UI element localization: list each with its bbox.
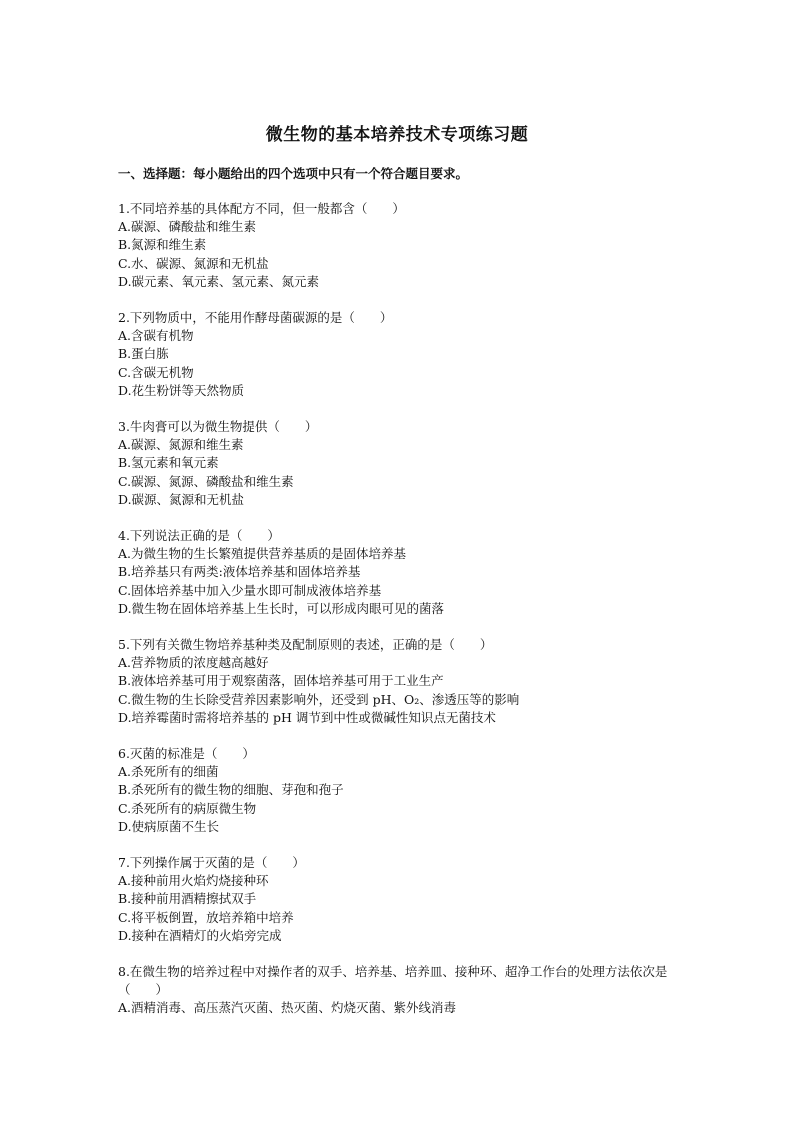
option-b: B.蛋白胨 xyxy=(118,346,169,362)
option-c: C.含碳无机物 xyxy=(118,364,194,380)
question-stem: 8.在微生物的培养过程中对操作者的双手、培养基、培养皿、接种环、超净工作台的处理方法依次是（ ） xyxy=(118,964,668,998)
option-c: C.固体培养基中加入少量水即可制成液体培养基 xyxy=(118,582,382,598)
question-5 xyxy=(118,636,698,727)
document-title: 微生物的基本培养技术专项练习题 xyxy=(265,125,529,145)
question-stem: 6.灭菌的标准是（ ） xyxy=(118,746,255,761)
option-d: D.使病原菌不生长 xyxy=(118,818,220,834)
option-d: D.碳元素、氧元素、氢元素、氮元素 xyxy=(118,273,320,289)
option-a: A.酒精消毒、高压蒸汽灭菌、热灭菌、灼烧灭菌、紫外线消毒 xyxy=(118,1000,457,1016)
option-a: A.碳源、磷酸盐和维生素 xyxy=(118,219,257,235)
question-stem: 2.下列物质中，不能用作酵母菌碳源的是（ ） xyxy=(118,310,393,325)
option-a: A.碳源、氮源和维生素 xyxy=(118,437,244,453)
option-b: B.杀死所有的微生物的细胞、芽孢和孢子 xyxy=(118,782,344,798)
option-b: B.液体培养基可用于观察菌落，固体培养基可用于工业生产 xyxy=(118,673,444,689)
option-a: A.接种前用火焰灼烧接种环 xyxy=(118,873,269,889)
question-stem: 7.下列操作属于灭菌的是（ ） xyxy=(118,855,305,870)
question-stem: 5.下列有关微生物培养基种类及配制原则的表述，正确的是（ ） xyxy=(118,637,493,652)
option-a: A.为微生物的生长繁殖提供营养基质的是固体培养基 xyxy=(118,546,407,562)
question-7 xyxy=(118,854,698,945)
option-b: B.接种前用酒精擦拭双手 xyxy=(118,891,257,907)
option-a: A.杀死所有的细菌 xyxy=(118,764,219,780)
question-2 xyxy=(118,309,698,400)
option-a: A.含碳有机物 xyxy=(118,328,194,344)
option-d: D.培养霉菌时需将培养基的 pH 调节到中性或微碱性知识点无菌技术 xyxy=(118,709,496,725)
question-stem: 3.牛肉膏可以为微生物提供（ ） xyxy=(118,419,318,434)
question-8 xyxy=(118,963,698,1018)
question-stem: 1.不同培养基的具体配方不同，但一般都含（ ） xyxy=(118,201,405,216)
option-a: A.营养物质的浓度越高越好 xyxy=(118,655,269,671)
option-d: D.微生物在固体培养基上生长时，可以形成肉眼可见的菌落 xyxy=(118,600,445,616)
question-1 xyxy=(118,200,698,291)
option-c: C.水、碳源、氮源和无机盐 xyxy=(118,255,269,271)
option-b: B.氮源和维生素 xyxy=(118,237,207,253)
question-3 xyxy=(118,418,698,509)
option-c: C.碳源、氮源、磷酸盐和维生素 xyxy=(118,473,294,489)
option-c: C.将平板倒置，放培养箱中培养 xyxy=(118,909,294,925)
question-4 xyxy=(118,527,698,618)
question-stem: 4.下列说法正确的是（ ） xyxy=(118,528,280,543)
option-d: D.接种在酒精灯的火焰旁完成 xyxy=(118,927,282,943)
option-c: C.微生物的生长除受营养因素影响外，还受到 pH、O₂、渗透压等的影响 xyxy=(118,691,520,707)
option-d: D.花生粉饼等天然物质 xyxy=(118,382,245,398)
option-b: B.氢元素和氧元素 xyxy=(118,455,219,471)
option-c: C.杀死所有的病原微生物 xyxy=(118,800,257,816)
question-6 xyxy=(118,745,698,836)
option-d: D.碳源、氮源和无机盐 xyxy=(118,491,245,507)
option-b: B.培养基只有两类:液体培养基和固体培养基 xyxy=(118,564,361,580)
section-heading: 一、选择题：每小题给出的四个选项中只有一个符合题目要求。 xyxy=(118,166,469,181)
